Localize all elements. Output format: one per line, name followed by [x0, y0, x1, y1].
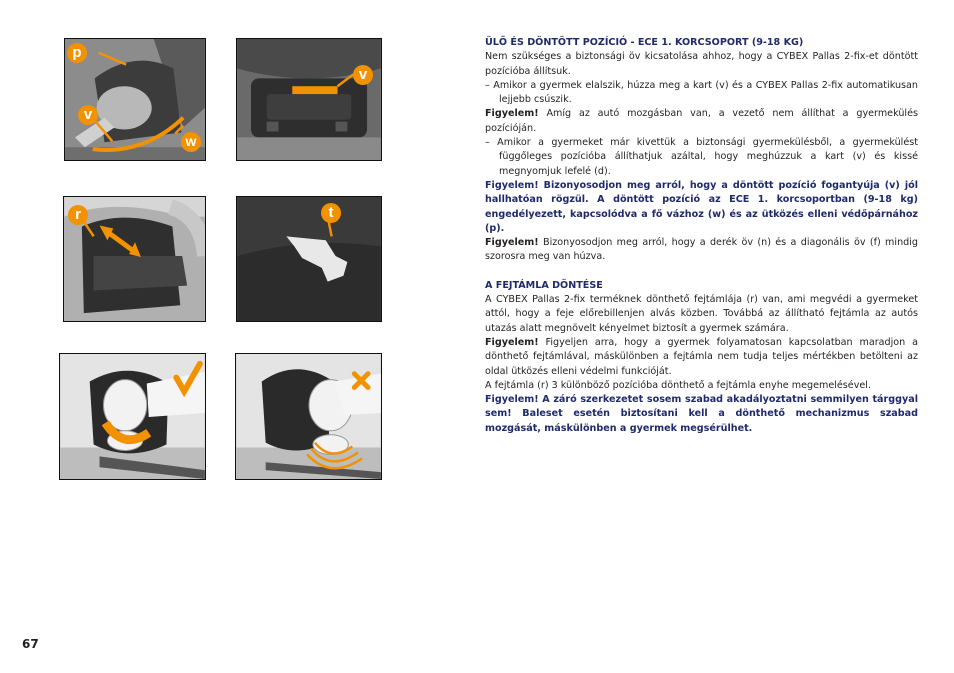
- warning-lead: Figyelem!: [485, 336, 539, 348]
- paragraph: A fejtámla (r) 3 különböző pozícióba dönthető a fejtámla enyhe megemelésével.: [485, 379, 871, 391]
- bullet-item: – Amikor a gyermek elalszik, húzza meg a kart (v) és a CYBEX Pallas 2-fix automatikusan lejjebb csúszik.: [485, 79, 918, 106]
- illustration-headrest-adjust: [63, 196, 206, 322]
- label-w: w: [181, 132, 201, 152]
- illustration-correct-head-contact: [59, 353, 206, 480]
- paragraph: A CYBEX Pallas 2-fix terméknek dönthető fejtámlája (r) van, ami megvédi a gyermeket attól, hogy a feje előrebillenjen alvás közben. Továbbá az állítható fejtámla az autós utazás alatt megnövelt kényelmet biztosít a gyermek számára.: [485, 294, 918, 334]
- page-number: 67: [22, 637, 39, 651]
- paragraph: Nem szükséges a biztonsági öv kicsatolása ahhoz, hogy a CYBEX Pallas 2-fix-et döntött pozícióba állítsuk.: [485, 51, 918, 77]
- warning-lead: Figyelem!: [485, 237, 539, 249]
- warning-text: Figyeljen arra, hogy a gyermek folyamatosan kapcsolatban maradjon a dönthető fejtámlával, máskülönben a fejtámla nem tudja teljes mértékben betölteni az oldal ütközés elleni védelmi funkcióját.: [485, 336, 918, 377]
- instruction-text-column: [485, 36, 918, 436]
- warning-lead: Figyelem!: [485, 108, 539, 120]
- section-heading-recline: ÜLŐ ÉS DÖNTÖTT POZÍCIÓ - ECE 1. KORCSOPORT (9-18 KG): [485, 37, 804, 48]
- label-v: v: [78, 105, 98, 125]
- illustration-recline-handle: [236, 38, 382, 161]
- warning-paragraph: [485, 107, 918, 136]
- warning-text: Amíg az autó mozgásban van, a vezető nem állíthat a gyermekülés pozícióján.: [485, 108, 918, 134]
- illustration-belt-guide: [236, 196, 382, 322]
- warning-paragraph-bold: Figyelem! A záró szerkezetet sosem szabad akadályoztatni semmilyen tárggyal sem! Baleset esetén biztosítani kell a dönthető mechanizmus szabad mozgását, máskülönben a gyermek megsérülhet.: [485, 394, 918, 434]
- bullet-item: – Amikor a gyermeket már kivettük a biztonsági gyermekülésből, a gyermekülést függőleges pozícióba állíthatjuk azáltal, hogy meghúzzuk a kart (v) és kissé megnyomjuk lefelé (d).: [485, 137, 918, 177]
- warning-paragraph: [485, 236, 918, 265]
- label-t: t: [321, 203, 341, 223]
- section-heading-headrest: A FEJTÁMLA DÖNTÉSE: [485, 279, 603, 291]
- warning-paragraph-bold: Figyelem! Bizonyosodjon meg arról, hogy a döntött pozíció fogantyúja (v) jól hallhatóan rögzül. A döntött pozíció az ECE 1. korcsoportban (9-18 kg) engedélyezett, kapcsolódva a fő vázhoz (w) és az ütközés elleni védőpárnához (p).: [485, 179, 918, 234]
- illustration-incorrect-head-contact: [235, 353, 382, 480]
- label-p: p: [67, 43, 87, 63]
- illustration-recline-side-view: [64, 38, 206, 161]
- label-r: r: [68, 205, 88, 225]
- warning-paragraph: [485, 336, 918, 379]
- label-v: v: [353, 65, 373, 85]
- warning-text: Bizonyosodjon meg arról, hogy a derék öv (n) és a diagonális öv (f) mindig szorosra meg van húzva.: [485, 237, 918, 263]
